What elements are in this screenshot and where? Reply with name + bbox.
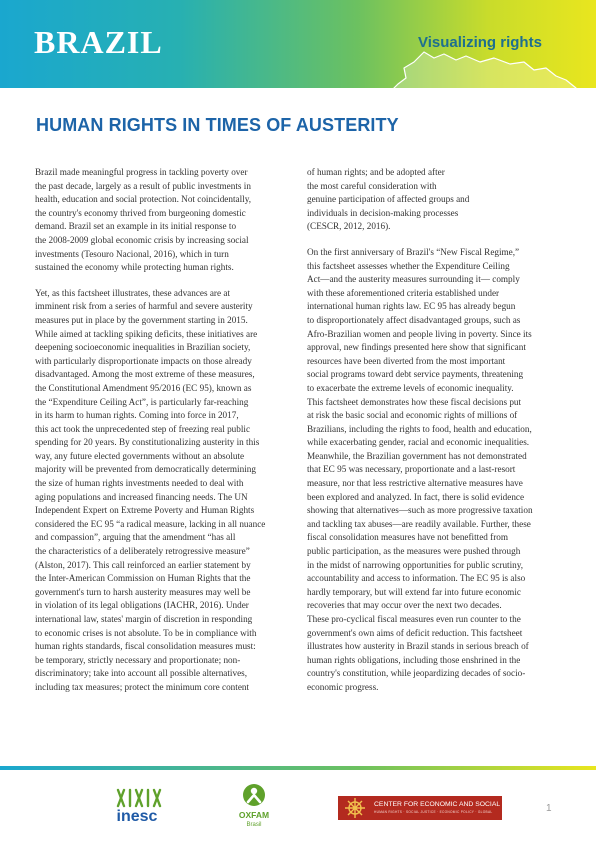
section-label: Visualizing rights xyxy=(418,34,542,51)
page-title: HUMAN RIGHTS IN TIMES OF AUSTERITY xyxy=(36,115,399,135)
inesc-logo-icon xyxy=(112,786,162,810)
paragraph: of human rights; and be adopted after the most careful consideration with genuine participation of affected groups and individuals in decision-making processes (CESCR, 2012, 2016). xyxy=(307,167,470,232)
oxfam-logo xyxy=(234,782,274,834)
country-title: BRAZIL xyxy=(34,24,163,60)
inesc-logo xyxy=(112,786,162,830)
oxfam-logo-icon xyxy=(234,782,274,810)
cesr-logo-icon xyxy=(340,796,370,820)
paragraph: On the first anniversary of Brazil's “New Fiscal Regime,” this factsheet assesses whether the Expenditure Ceiling Act—and the austerity measures surrounding it— comply with these aforementioned criteria established under international human rights law. EC 95 has already begun to disproportionately affect disadvantaged groups, such as Afro-Brazilian women and people living in poverty. Since its approval, new findings presented here show that significant resources have been diverted from the most important social programs toward debt service payments, threatening to exacerbate the extreme levels of economic inequality. This factsheet demonstrates how these fiscal decisions put at risk the basic social and economic rights of millions of Brazilians, including the rights to food, health and education, while exacerbating gender, racial and economic inequalities. Meanwhile, the Brazilian government has not demonstrated that EC 95 was necessary, proportionate and a last-resort measure, nor that less restrictive alternative measures have been explored and analyzed. In fact, there is solid evidence showing that alternatives—such as more progressive taxation and tackling tax abuses—are readily available. Further, these fiscal consolidation measures have not benefitted from public participation, as the measures were pushed through in the midst of narrowing opportunities for public scrutiny, accountability and access to information. The EC 95 is also hardly temporary, but will extend far into future economic recoveries that may occur over the next two decades. These pro-cyclical fiscal measures even run counter to the government's own aims of deficit reduction. This factsheet illustrates how austerity in Brazil stands in serious breach of human rights obligations, including those enshrined in the country's constitution, while jeopardizing decades of socio- economic progress. xyxy=(307,246,533,692)
paragraph: Brazil made meaningful progress in tackling poverty over the past decade, largely as a result of public investments in health, education and social protection. Not coincidentally, the country's economy thrived from burgeoning domestic demand. Brazil set an example in its initial response to the 2008-2009 global economic crisis by increasing social investments (Tesouro Nacional, 2016), which in turn sustained the economy while protecting human rights. xyxy=(35,167,252,273)
footer-divider xyxy=(0,766,596,770)
oxfam-wordmark: OXFAM xyxy=(238,810,270,820)
cesr-tagline: HUMAN RIGHTS · SOCIAL JUSTICE · ECONOMIC POLICY · GLOBAL xyxy=(374,810,493,814)
cesr-wordmark: CENTER FOR ECONOMIC AND SOCIAL RIGHTS xyxy=(374,801,528,808)
cesr-logo xyxy=(338,796,528,820)
left-column xyxy=(35,166,290,707)
inesc-wordmark: inesc xyxy=(116,808,158,825)
right-column xyxy=(307,166,562,707)
oxfam-subtitle: Brasil xyxy=(246,822,262,828)
page-number: 1 xyxy=(546,803,552,814)
paragraph: Yet, as this factsheet illustrates, these advances are at imminent risk from a series of harmful and severe austerity measures put in place by the government starting in 2015. While aimed at tackling spiking deficits, these initiatives are deepening socioeconomic inequalities in Brazilian society, with particularly disproportionate impacts on those already disadvantaged. Among the most extreme of these measures, the Constitutional Amendment 95/2016 (EC 95), known as the “Expenditure Ceiling Act”, is particularly far-reaching in its harm to human rights. Coming into force in 2017, this act took the unprecedented step of freezing real public spending for 20 years. By constitutionalizing austerity in this way, any future elected governments without an absolute majority will be prevented from democratically determining the size of human rights investments needed to deal with aging populations and increased financing needs. The UN Independent Expert on Extreme Poverty and Human Rights considered the EC 95 “a radical measure, lacking in all nuance and compassion”, arguing that the amendment “has all the characteristics of a deliberately retrogressive measure” (Alston, 2017). This call reinforced an earlier statement by the Inter-American Commission on Human Rights that the government's turn to harsh austerity measures may well be in violation of its legal obligations (IACHR, 2016). Under international law, states' margin of discretion in responding to economic crises is not absolute. To be in compliance with human rights standards, fiscal consolidation measures must: be temporary, strictly necessary and proportionate; non- discriminatory; take into account all possible alternatives, including tax measures; protect the minimum core content xyxy=(35,287,266,692)
